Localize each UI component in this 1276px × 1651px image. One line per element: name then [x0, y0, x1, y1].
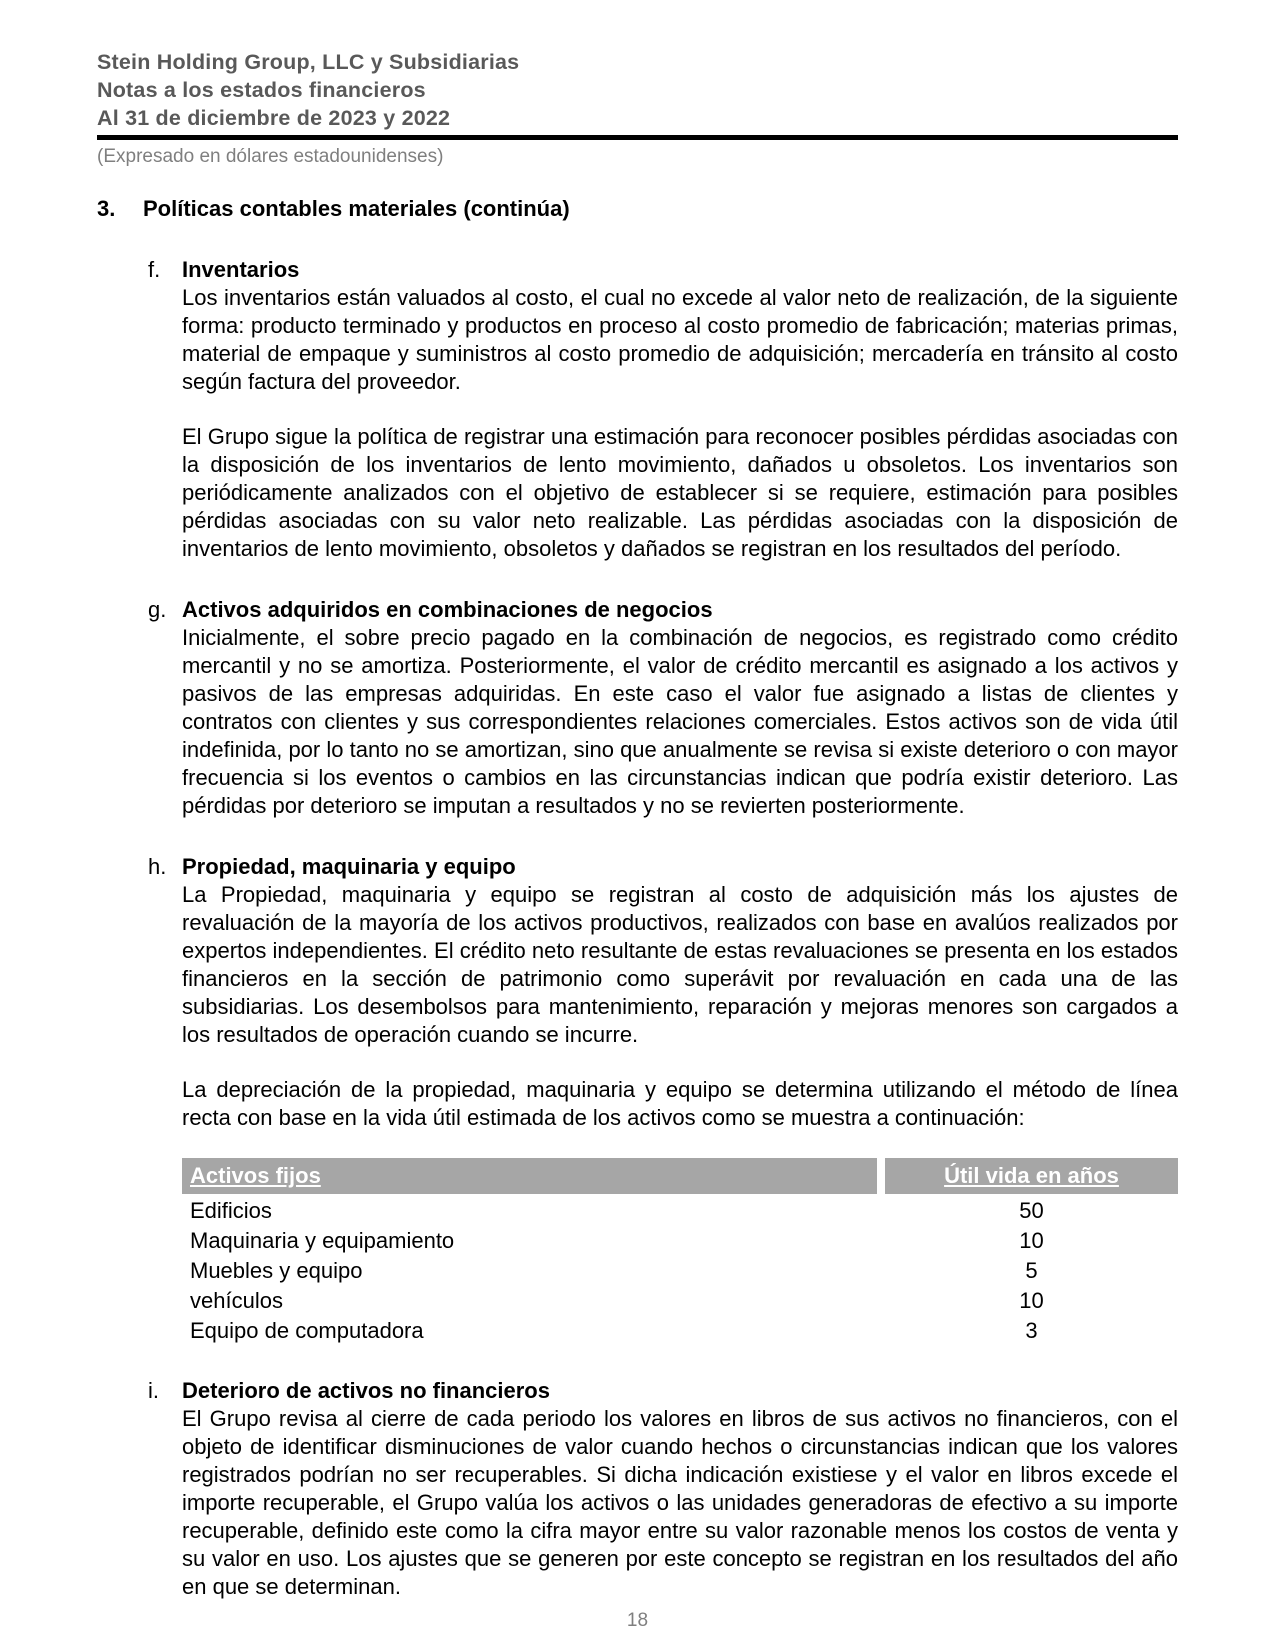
fixed-assets-table [182, 1158, 1178, 1344]
table-row [182, 1317, 1178, 1344]
section-heading [97, 195, 1178, 223]
subsection-g-activos-adquiridos [97, 596, 1178, 820]
table-header-activos-fijos: Activos fijos [182, 1158, 877, 1194]
subsection-letter: h. [148, 854, 167, 879]
table-row [182, 1257, 1178, 1284]
subsection-body [182, 596, 1178, 820]
company-name: Stein Holding Group, LLC y Subsidiarias [97, 50, 520, 74]
table-row [182, 1197, 1178, 1224]
paragraph: La Propiedad, maquinaria y equipo se registran al costo de adquisición más los ajustes de revaluación de la mayoría de los activos productivos, realizados con base en avalúos realizados por expertos independientes. El crédito neto resultante de estas revaluaciones se presenta en los estados financieros en la sección de patrimonio como superávit por revaluación en cada una de las subsidiarias. Los desembolsos para mantenimiento, reparación y mejoras menores son cargados a los resultados de operación cuando se incurre. [182, 882, 1178, 1047]
asset-label: Maquinaria y equipamiento [190, 1228, 455, 1253]
asset-years: 10 [1019, 1288, 1044, 1313]
table-header-util-vida: Útil vida en años [885, 1158, 1178, 1194]
subsection-i-deterioro [97, 1377, 1178, 1601]
paragraph: El Grupo sigue la política de registrar una estimación para reconocer posibles pérdidas asociadas con la disposición de los inventarios de lento movimiento, dañados u obsoletos. Los inventarios son periódicamente analizados con el objetivo de establecer si se requiere, estimación para posibles pérdidas asociadas con su valor neto realizable. Las pérdidas asociadas con la disposición de inventarios de lento movimiento, obsoletos y dañados se registran en los resultados del período. [182, 424, 1178, 561]
subsection-letter: g. [148, 597, 167, 622]
currency-note: (Expresado en dólares estadounidenses) [97, 146, 444, 167]
subsection-body [182, 1377, 1178, 1601]
header-divider-rule [97, 135, 1178, 140]
asset-label: Equipo de computadora [190, 1318, 424, 1343]
asset-label: Muebles y equipo [190, 1258, 363, 1283]
subsection-letter: f. [148, 257, 161, 282]
paragraph: Inicialmente, el sobre precio pagado en la combinación de negocios, es registrado como crédito mercantil y no se amortiza. Posteriormente, el valor de crédito mercantil es asignado a los activos y pasivos de las empresas adquiridas. En este caso el valor fue asignado a listas de clientes y contratos con clientes y sus correspondientes relaciones comerciales. Estos activos son de vida útil indefinida, por lo tanto no se amortizan, sino que anualmente se revisa si existe deterioro o con mayor frecuencia si los eventos o cambios en las circunstancias indican que podría existir deterioro. Las pérdidas por deterioro se imputan a resultados y no se revierten posteriormente. [182, 625, 1178, 818]
section-number: 3. [97, 196, 116, 221]
asset-years: 50 [1019, 1198, 1044, 1223]
subsection-body [182, 853, 1178, 1344]
paragraph: La depreciación de la propiedad, maquinaria y equipo se determina utilizando el método de línea recta con base en la vida útil estimada de los activos como se muestra a continuación: [182, 1077, 1178, 1130]
asset-years: 10 [1019, 1228, 1044, 1253]
subsection-title: Deterioro de activos no financieros [182, 1378, 550, 1403]
section-title: Políticas contables materiales (continúa) [143, 196, 570, 221]
subsection-letter: i. [148, 1378, 159, 1403]
subsection-title: Inventarios [182, 257, 300, 282]
table-row [182, 1227, 1178, 1254]
document-subtitle: Notas a los estados financieros [97, 78, 426, 102]
report-date-line: Al 31 de diciembre de 2023 y 2022 [97, 106, 451, 130]
paragraph: Los inventarios están valuados al costo, el cual no excede al valor neto de realización, de la siguiente forma: producto terminado y productos en proceso al costo promedio de fabricación; materias primas, material de empaque y suministros al costo promedio de adquisición; mercadería en tránsito al costo según factura del proveedor. [182, 285, 1178, 394]
subsection-h-propiedad-maquinaria [97, 853, 1178, 1344]
document-header [97, 48, 1178, 169]
paragraph: El Grupo revisa al cierre de cada periodo los valores en libros de sus activos no financieros, con el objeto de identificar disminuciones de valor cuando hechos o circunstancias indican que los valores registrados podrían no ser recuperables. Si dicha indicación existiese y el valor en libros excede el importe recuperable, el Grupo valúa los activos o las unidades generadoras de efectivo a su importe recuperable, definido este como la cifra mayor entre su valor razonable menos los costos de venta y su valor en uso. Los ajustes que se generen por este concepto se registran en los resultados del año en que se determinan. [182, 1406, 1178, 1599]
asset-years: 3 [1025, 1318, 1038, 1343]
table-header-row [182, 1158, 1178, 1194]
subsection-f-inventarios [97, 256, 1178, 563]
subsection-title: Activos adquiridos en combinaciones de negocios [182, 597, 713, 622]
page-number: 18 [626, 1610, 649, 1631]
table-row [182, 1287, 1178, 1314]
subsection-body [182, 256, 1178, 563]
asset-years: 5 [1025, 1258, 1038, 1283]
asset-label: Edificios [190, 1198, 272, 1223]
subsection-title: Propiedad, maquinaria y equipo [182, 854, 516, 879]
asset-label: vehículos [190, 1288, 283, 1313]
